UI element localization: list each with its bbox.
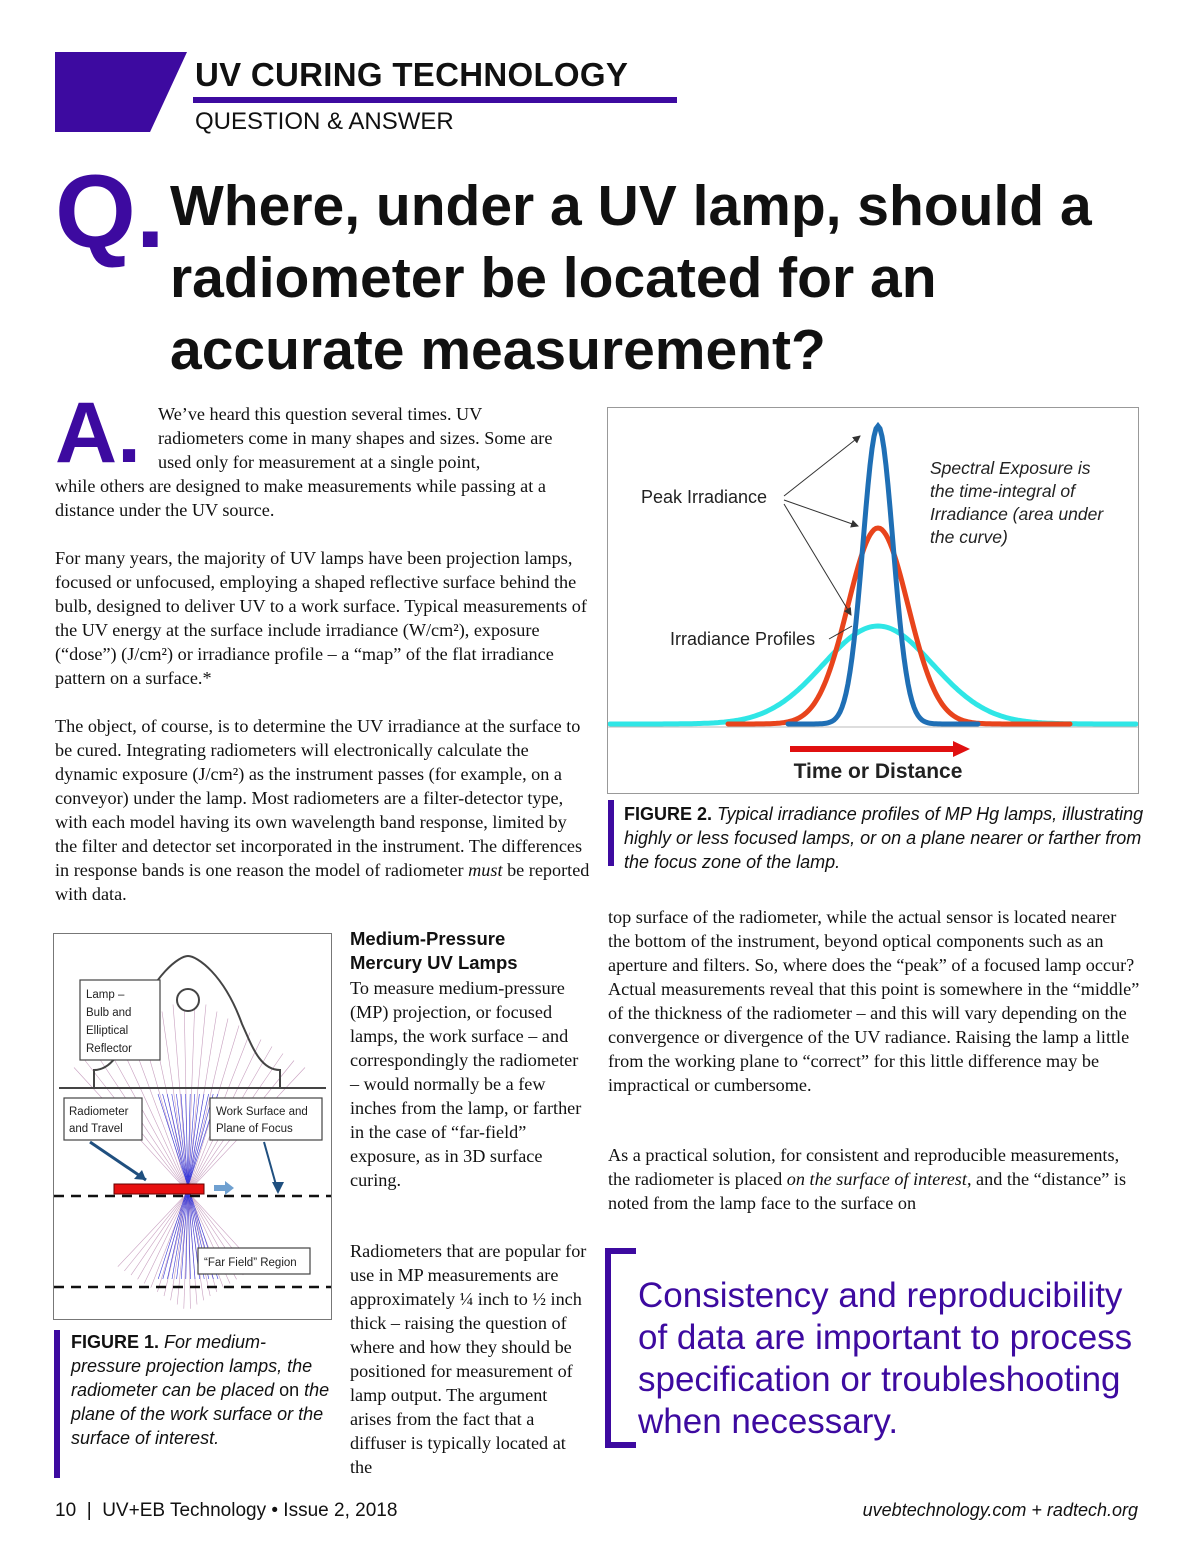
section-subtitle: QUESTION & ANSWER	[195, 108, 454, 135]
radiometer-pointer	[90, 1142, 146, 1180]
svg-text:Plane of Focus: Plane of Focus	[216, 1123, 293, 1135]
bulb-circle	[177, 989, 199, 1011]
publication-name: UV+EB Technology • Issue 2, 2018	[102, 1500, 398, 1521]
footer-left	[55, 1500, 397, 1522]
light-ray	[138, 1047, 272, 1280]
svg-text:Spectral Exposure is: Spectral Exposure is	[930, 458, 1091, 478]
svg-text:Reflector: Reflector	[86, 1043, 133, 1055]
light-ray	[144, 1040, 261, 1284]
answer-letter: A.	[55, 385, 141, 481]
figure-1-diagram	[53, 933, 332, 1320]
pull-quote-bracket	[604, 1248, 638, 1448]
light-ray	[85, 1061, 250, 1271]
figure-2-caption: FIGURE 2. Typical irradiance profiles of MP Hg lamps, illustrating highly or less focused lamps, or on a plane nearer or farther from the focus zone of the lamp.	[624, 804, 1144, 872]
svg-text:the time-integral of: the time-integral of	[930, 481, 1075, 501]
light-ray	[118, 1068, 305, 1267]
far-field-label: “Far Field” Region	[204, 1257, 297, 1269]
spectral-exposure-note	[930, 458, 1104, 547]
answer-intro: We’ve heard this question several times. UV radiometers come in many shapes and sizes. Some are used only for measurement at a single point,	[158, 404, 553, 472]
mp-section-heading: Medium-Pressure Mercury UV Lamps	[350, 928, 518, 973]
peak-arrow-1	[784, 436, 860, 496]
light-ray	[96, 1054, 243, 1276]
mp-paragraph-2: Radiometers that are popular for use in MP measurements are approximately ¼ inch to ½ inch thick – raising the question of where and how they should be positioned for measurement of lamp output. The argument arises from the fact that a diffuser is typically located at the	[350, 1241, 587, 1477]
question-letter: Q.	[55, 154, 165, 270]
figure-2-caption-bar	[608, 800, 614, 866]
svg-text:Bulb and: Bulb and	[86, 1007, 132, 1019]
answer-paragraph-3: The object, of course, is to determine the UV irradiance at the surface to be cured. Integrating radiometers will electronically calculate the dynamic exposure (J/cm²) as the instrument passes (for example, on a conveyor) under the lamp. Most radiometers are a filter-detector type, with each model having its own wavelength band response, limited by the filter and detector set incorporated in the instrument. The differences in response bands is one reason the model of radiometer must be reported with data.	[55, 716, 590, 904]
direction-arrow-head	[953, 741, 970, 757]
peak-irradiance-label: Peak Irradiance	[641, 487, 768, 507]
figure-1-caption-bar	[54, 1330, 60, 1478]
svg-text:Elliptical: Elliptical	[86, 1025, 129, 1037]
peak-arrow-3	[784, 504, 851, 615]
svg-text:and Travel: and Travel	[69, 1123, 123, 1135]
header-accent-block	[55, 52, 187, 132]
radiometer-bar	[114, 1184, 204, 1194]
section-title: UV CURING TECHNOLOGY	[195, 56, 629, 93]
answer-intro-continued: while others are designed to make measurements while passing at a distance under the UV source.	[55, 476, 546, 520]
svg-text:Work Surface and: Work Surface and	[216, 1106, 308, 1118]
page-number: 10	[55, 1500, 77, 1521]
mp-paragraph-1: To measure medium-pressure (MP) projection, or focused lamps, the work surface – and correspondingly the radiometer – would normally be a few inches from the lamp, or farther in the case of “far-field” exposure, as in 3D surface curing.	[350, 978, 582, 1190]
footer-separator: |	[86, 1500, 92, 1521]
question-heading: Where, under a UV lamp, should a radiometer be located for an accurate measurement?	[170, 174, 1092, 382]
irradiance-profiles-label: Irradiance Profiles	[670, 629, 816, 649]
axis-label: Time or Distance	[793, 760, 963, 783]
figure-1-caption: FIGURE 1. For medium-pressure projection lamps, the radiometer can be placed on the plane of the work surface or the surface of interest.	[71, 1332, 330, 1448]
light-ray	[131, 1054, 283, 1276]
answer-paragraph-2: For many years, the majority of UV lamps have been projection lamps, focused or unfocused, employing a shaped reflective surface behind the bulb, designed to deliver UV to a work surface. Typical measurements of the UV energy at the surface include irradiance (W/cm²), exposure (“dose”) (J/cm²) or irradiance profile – a “map” of the flat irradiance pattern on a surface.*	[55, 548, 587, 688]
svg-text:Lamp –: Lamp –	[86, 989, 125, 1001]
figure-1-svg	[54, 934, 331, 1319]
section-title-rule	[193, 97, 677, 103]
light-ray	[74, 1068, 256, 1267]
svg-text:Irradiance (area under: Irradiance (area under	[930, 504, 1104, 524]
svg-text:Radiometer: Radiometer	[69, 1106, 129, 1118]
light-ray	[118, 1040, 230, 1284]
pull-quote: Consistency and reproducibility of data are important to process specification or troubleshooting when necessary.	[638, 1276, 1133, 1441]
right-paragraph-1: top surface of the radiometer, while the actual sensor is located nearer the bottom of the instrument, beyond optical components such as an aperture and filters. So, where does the “peak” of a focused lamp occur? Actual measurements reveal that this point is somewhere in the “middle” of the thickness of the radiometer – and this will vary depending on the convergence or divergence of the UV radiance. Raising the lamp a little from the working plane to “correct” for this little difference may be impractical or cumbersome.	[608, 907, 1140, 1095]
work-surface-pointer-head	[272, 1182, 284, 1194]
figure-2-svg	[608, 408, 1138, 793]
figure-2-chart	[607, 407, 1139, 794]
svg-text:the curve): the curve)	[930, 527, 1008, 547]
light-ray	[124, 1061, 294, 1271]
right-paragraph-2: As a practical solution, for consistent and reproducible measurements, the radiometer is placed on the surface of interest, and the “distance” is noted from the lamp face to the surface on	[608, 1145, 1127, 1213]
travel-arrow-head	[225, 1181, 234, 1195]
footer-sites: uvebtechnology.com + radtech.org	[862, 1500, 1138, 1520]
